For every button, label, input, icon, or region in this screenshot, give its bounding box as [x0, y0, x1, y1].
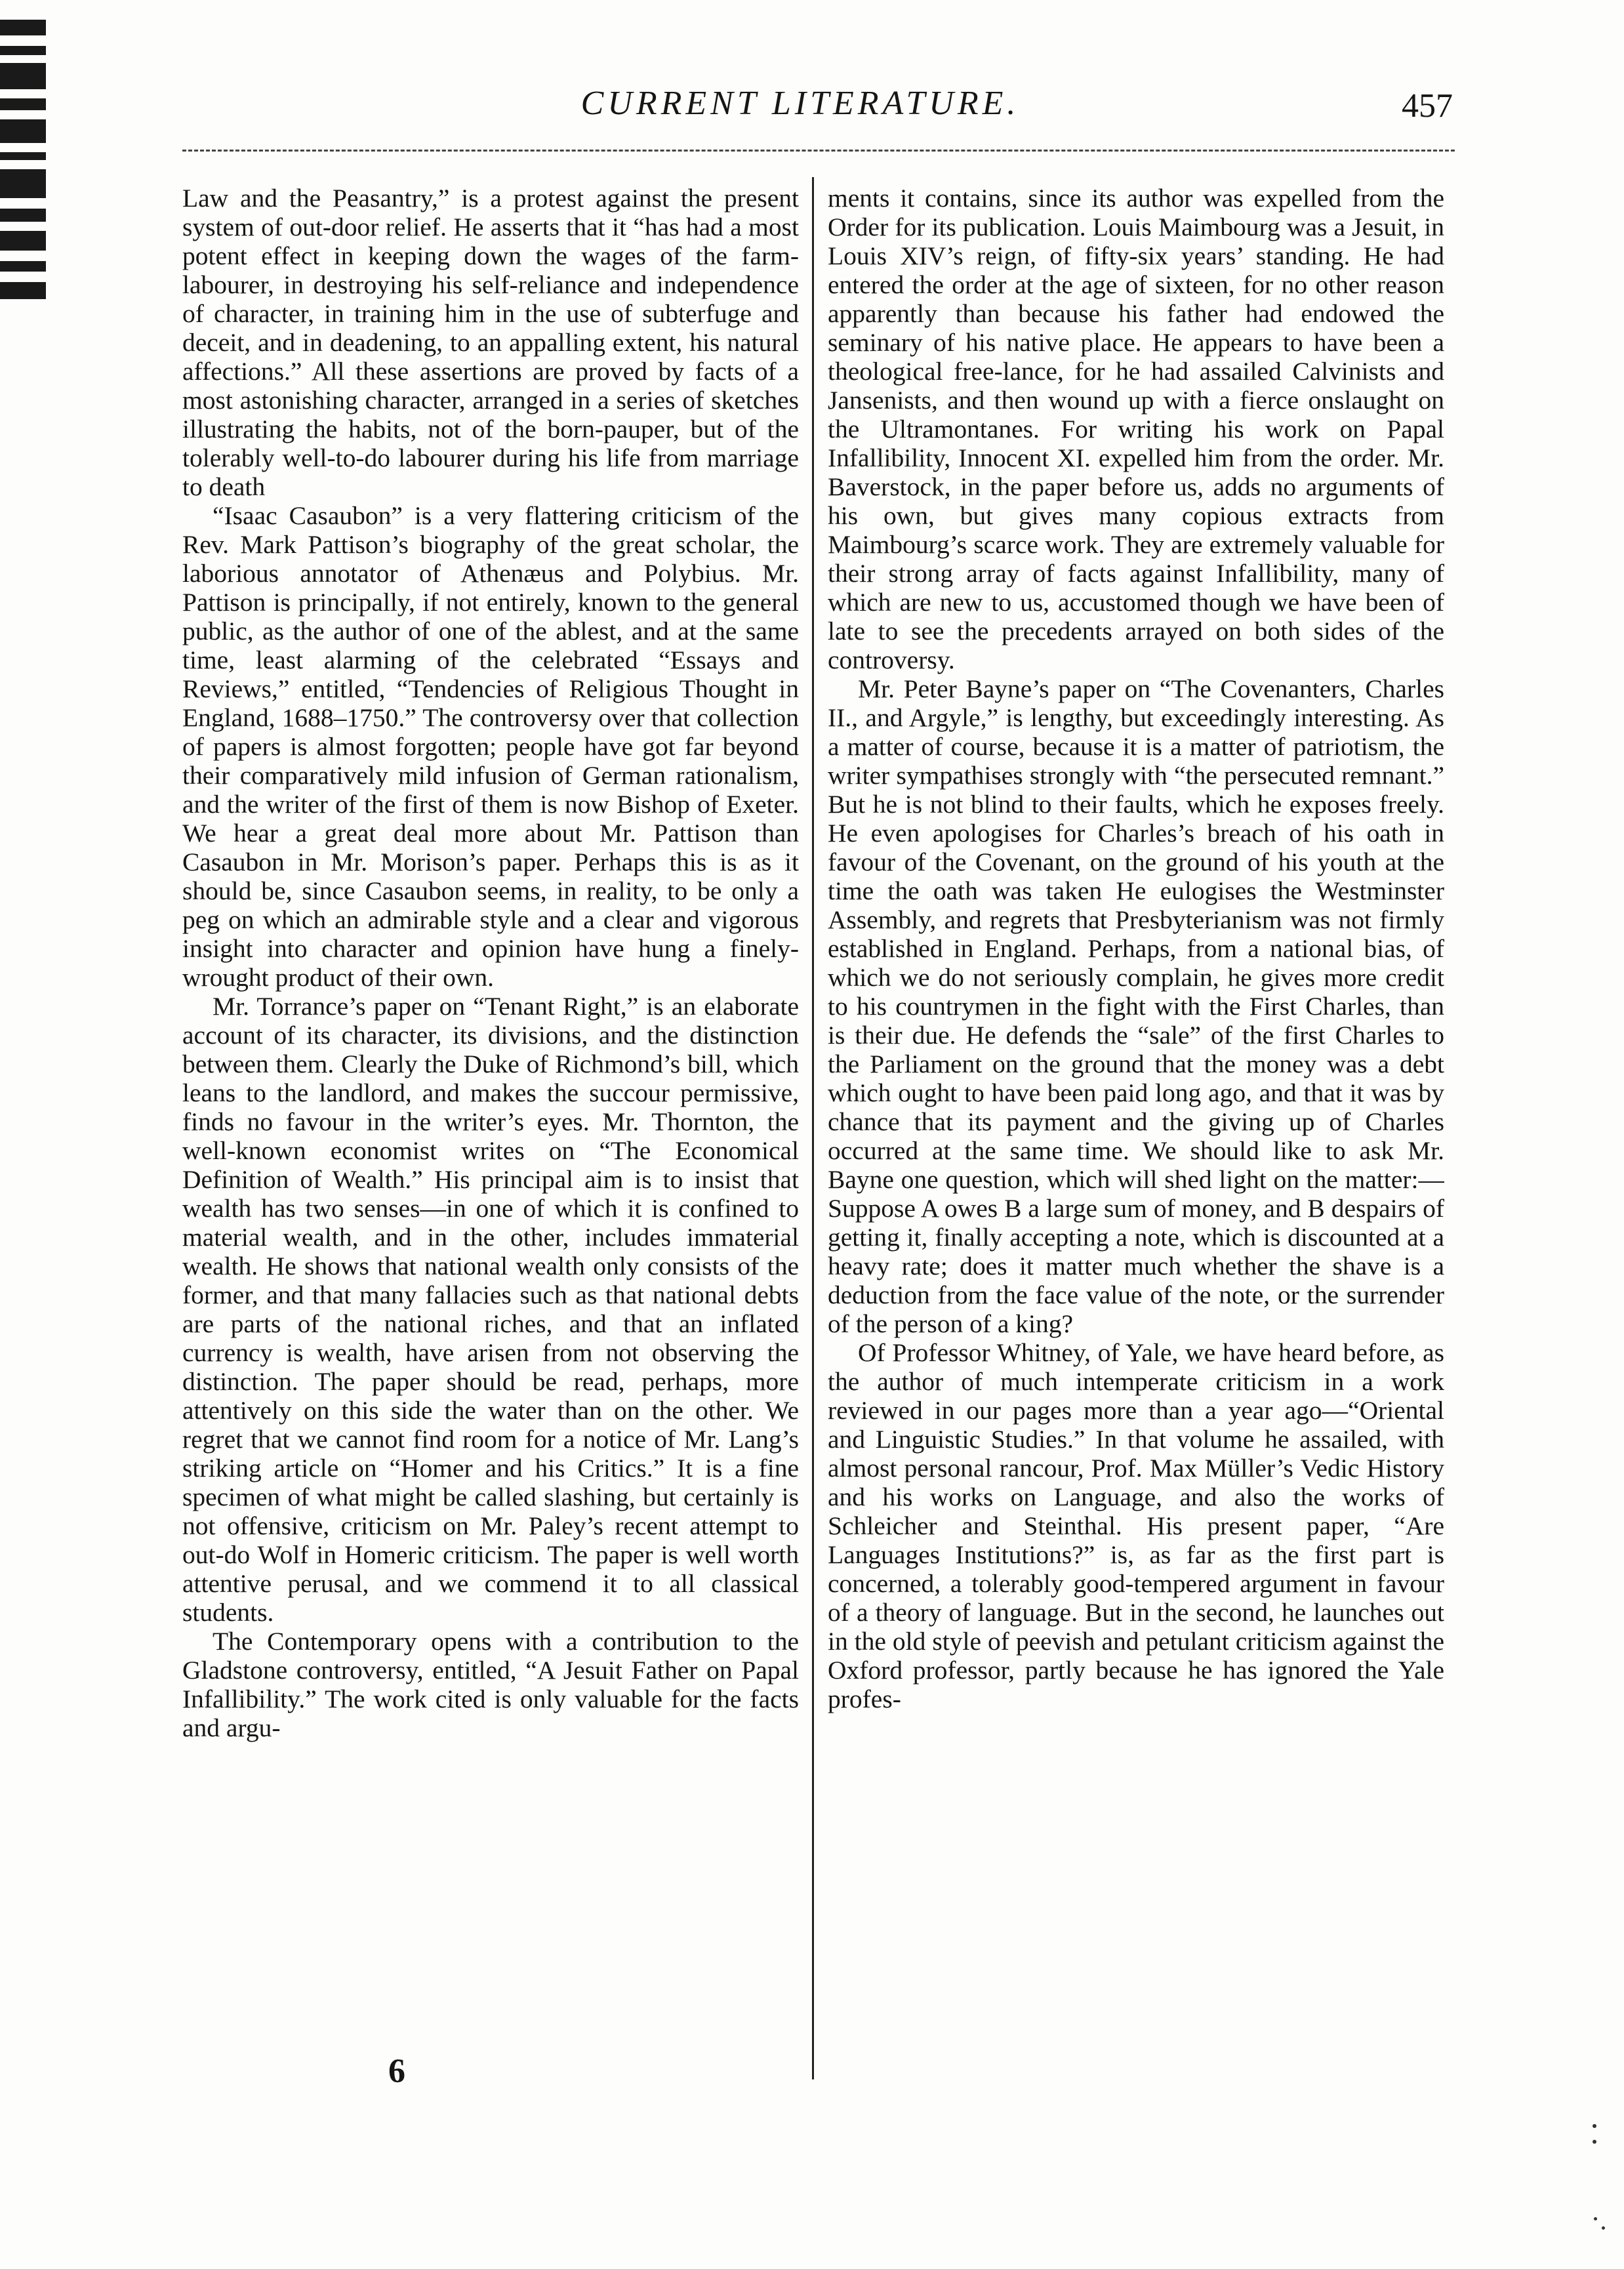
- page-number: 457: [1402, 87, 1453, 125]
- left-column: [182, 184, 799, 2047]
- paragraph: “Isaac Casaubon” is a very flattering criticism of the Rev. Mark Pattison’s biography of the great scholar, the laborious annotator of Athenæus and Polybius. Mr. Pattison is principally, if not entirely, known to the general public, as the author of one of the ablest, and at the same time, least alarming of the celebrated “Essays and Reviews,” entitled, “Tendencies of Religious Thought in England, 1688–1750.” The controversy over that collection of papers is almost forgotten; people have got far beyond their comparatively mild infusion of German rationalism, and the writer of the first of them is now Bishop of Exeter. We hear a great deal more about Mr. Pattison than Casaubon in Mr. Morison’s paper. Perhaps this is as it should be, since Casaubon seems, in reality, to be only a peg on which an admirable style and a clear and vigorous insight into character and opinion have hung a finely-wrought product of their own.: [182, 501, 799, 992]
- paragraph: Mr. Peter Bayne’s paper on “The Covenanters, Charles II., and Argyle,” is lengthy, but exceedingly interesting. As a matter of course, because it is a matter of patriotism, the writer sympathises strongly with “the persecuted remnant.” But he is not blind to their faults, which he exposes freely. He even apologises for Charles’s breach of his oath in favour of the Covenant, on the ground of his youth at the time the oath was taken He eulogises the Westminster Assembly, and regrets that Presbyterianism was not firmly established in England. Perhaps, from a national bias, of which we do not seriously complain, he gives more credit to his countrymen in the fight with the First Charles, than is their due. He defends the “sale” of the first Charles to the Parliament on the ground that the money was a debt which ought to have been paid long ago, and that it was by chance that its payment and the giving up of Charles occurred at the same time. We should like to ask Mr. Bayne one question, which will shed light on the matter:—Suppose A owes B a large sum of money, and B despairs of getting it, finally accepting a note, which is discounted at a heavy rate; does it matter much whether the shave is a deduction from the face value of the note, or the surrender of the person of a king?: [828, 674, 1444, 1338]
- scan-speck: [1593, 2124, 1596, 2128]
- paragraph: The Contemporary opens with a contribution to the Gladstone controversy, entitled, “A Jesuit Father on Papal Infallibility.” The work cited is only valuable for the facts and argu-: [182, 1627, 799, 1742]
- running-head: CURRENT LITERATURE.: [580, 85, 1020, 122]
- right-column: [828, 184, 1444, 2047]
- scan-speck: [1594, 2217, 1597, 2220]
- paragraph: Law and the Peasantry,” is a protest against the present system of out-door relief. He asserts that it “has had a most potent effect in keeping down the wages of the farm-labourer, in destroying his self-reliance and independence of character, in training him in the use of subterfuge and deceit, and in deadening, to an appalling extent, his natural affections.” All these assertions are proved by facts of a most astonishing character, arranged in a series of sketches illustrating the habits, not of the born-pauper, but of the tolerably well-to-do labourer during his life from marriage to death: [182, 184, 799, 501]
- scanned-page-edge: [0, 0, 46, 315]
- signature-mark: 6: [388, 2053, 405, 2090]
- paragraph: Of Professor Whitney, of Yale, we have heard before, as the author of much intemperate criticism in a work reviewed in our pages more than a year ago—“Oriental and Linguistic Studies.” In that volume he assailed, with almost personal rancour, Prof. Max Müller’s Vedic History and his works on Language, and also the works of Schleicher and Steinthal. His present paper, “Are Languages Institutions?” is, as far as the first part is concerned, a tolerably good-tempered argument in favour of a theory of language. But in the second, he launches out in the old style of peevish and petulant criticism against the Oxford professor, partly because he has ignored the Yale profes-: [828, 1338, 1444, 1713]
- paragraph: Mr. Torrance’s paper on “Tenant Right,” is an elaborate account of its character, its divisions, and the distinction between them. Clearly the Duke of Richmond’s bill, which leans to the landlord, and makes the succour permissive, finds no favour in the writer’s eyes. Mr. Thornton, the well-known economist writes on “The Economical Definition of Wealth.” His principal aim is to insist that wealth has two senses—in one of which it is confined to material wealth, and in the other, includes immaterial wealth. He shows that national wealth only consists of the former, and that many fallacies such as that national debts are parts of the national riches, and that an inflated currency is wealth, have arisen from not observing the distinction. The paper should be read, perhaps, more attentively on this side the water than on the other. We regret that we cannot find room for a notice of Mr. Lang’s striking article on “Homer and his Critics.” It is a fine specimen of what might be called slashing, but certainly is not offensive, criticism on Mr. Paley’s recent attempt to out-do Wolf in Homeric criticism. The paper is well worth attentive perusal, and we commend it to all classical students.: [182, 992, 799, 1627]
- column-divider: [812, 177, 814, 2079]
- header-rule: [182, 150, 1455, 152]
- scan-speck: [1602, 2226, 1605, 2230]
- scan-speck: [1593, 2140, 1596, 2144]
- paragraph: ments it contains, since its author was expelled from the Order for its publication. Louis Maimbourg was a Jesuit, in Louis XIV’s reign, of fifty-six years’ standing. He had entered the order at the age of sixteen, for no other reason apparently than because his father had endowed the seminary of his native place. He appears to have been a theological free-lance, for he had assailed Calvinists and Jansenists, and then wound up with a fierce onslaught on the Ultramontanes. For writing his work on Papal Infallibility, Innocent XI. expelled him from the order. Mr. Baverstock, in the paper before us, adds no arguments of his own, but gives many copious extracts from Maimbourg’s scarce work. They are extremely valuable for their strong array of facts against Infallibility, many of which are new to us, accustomed though we have been of late to see the precedents arrayed on both sides of the controversy.: [828, 184, 1444, 674]
